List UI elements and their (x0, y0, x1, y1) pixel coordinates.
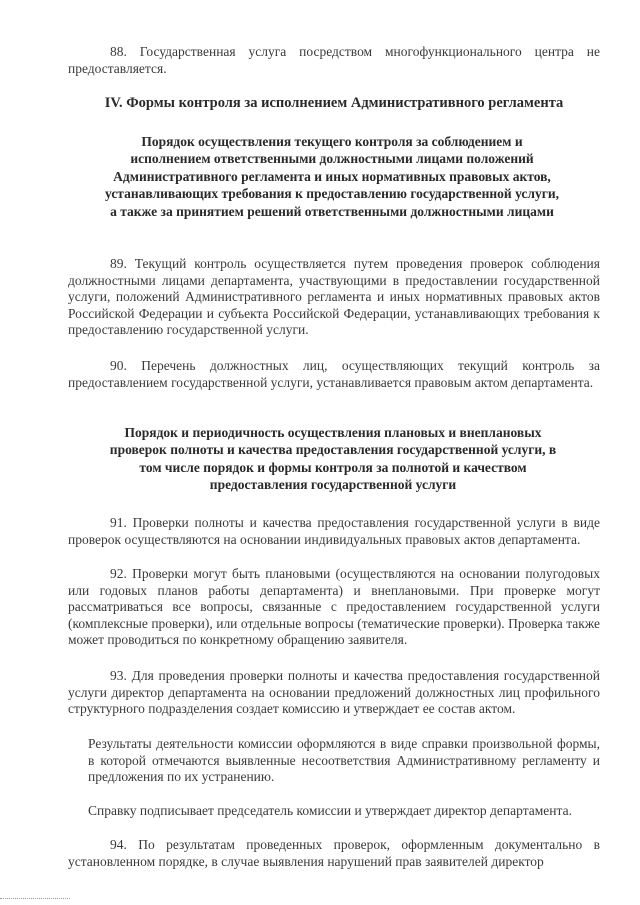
paragraph-91 (68, 515, 600, 548)
paragraph-92 (68, 566, 600, 649)
section-4-title: IV. Формы контроля за исполнением Административного регламента (104, 95, 564, 111)
paragraph-89 (68, 256, 600, 339)
paragraph-text: 92. Проверки могут быть плановыми (осуществляются на основании полугодовых или годовых планов работы департамента) и внеплановыми. При проверке могут рассматриваться все вопросы, связанные с предоставлением государственной услуги (комплексные проверки), или отдельные вопросы (тематические проверки). Проверка также может проводиться по конкретному обращению заявителя. (68, 566, 600, 648)
paragraph-text: 90. Перечень должностных лиц, осуществляющих текущий контроль за предоставлением государственной услуги, устанавливается правовым актом департамента. (68, 358, 600, 390)
subsection-1-title: Порядок осуществления текущего контроля за соблюдением и исполнением ответственными должностными лицами положений Административного регламента и иных нормативных правовых актов, устанавливающих требования к предоставлению государственной услуги, а также за принятием решений ответственными должностными лицами (104, 134, 560, 219)
paragraph-93-results (68, 736, 600, 786)
paragraph-text: 91. Проверки полноты и качества предоставления государственной услуги в виде проверок осуществляются на основании индивидуальных правовых актов департамента. (68, 515, 600, 547)
section-4-heading-block (68, 95, 600, 112)
paragraph-88 (68, 44, 600, 77)
paragraph-text: 94. По результатам проведенных проверок, оформленным документально в установленном порядке, в случае выявления нарушений прав заявителей директор (68, 837, 600, 869)
paragraph-90 (68, 358, 600, 391)
paragraph-text: 89. Текущий контроль осуществляется путем проведения проверок соблюдения должностными лицами департамента, участвующими в предоставлении государственной услуги, положений Административного регламента и иных нормативных правовых актов Российской Федерации и субъекта Российской Федерации, устанавливающих требования к предоставлению государственной услуги. (68, 256, 600, 338)
paragraph-text: Справку подписывает председатель комиссии и утверждает директор департамента. (88, 803, 572, 818)
paragraph-text: Результаты деятельности комиссии оформляются в виде справки произвольной формы, в которой отмечаются выявленные несоответствия Административному регламенту и предложения по их устранению. (88, 736, 600, 785)
paragraph-text: 88. Государственная услуга посредством многофункционального центра не предоставляется. (68, 44, 600, 76)
page-edge-mark (0, 898, 70, 899)
subsection-2-heading-block (104, 424, 562, 494)
paragraph-93 (68, 668, 600, 718)
paragraph-93-signature (68, 803, 600, 820)
subsection-1-heading-block (100, 133, 564, 220)
paragraph-94 (68, 837, 600, 870)
paragraph-text: 93. Для проведения проверки полноты и качества предоставления государственной услуги директор департамента на основании предложений должностных лиц профильного структурного подразделения создает комиссию и утверждает ее состав актом. (68, 668, 600, 717)
subsection-2-title: Порядок и периодичность осуществления плановых и внеплановых проверок полноты и качества предоставления государственной услуги, в том числе порядок и формы контроля за полнотой и качеством предоставления государственной услуги (109, 425, 557, 493)
